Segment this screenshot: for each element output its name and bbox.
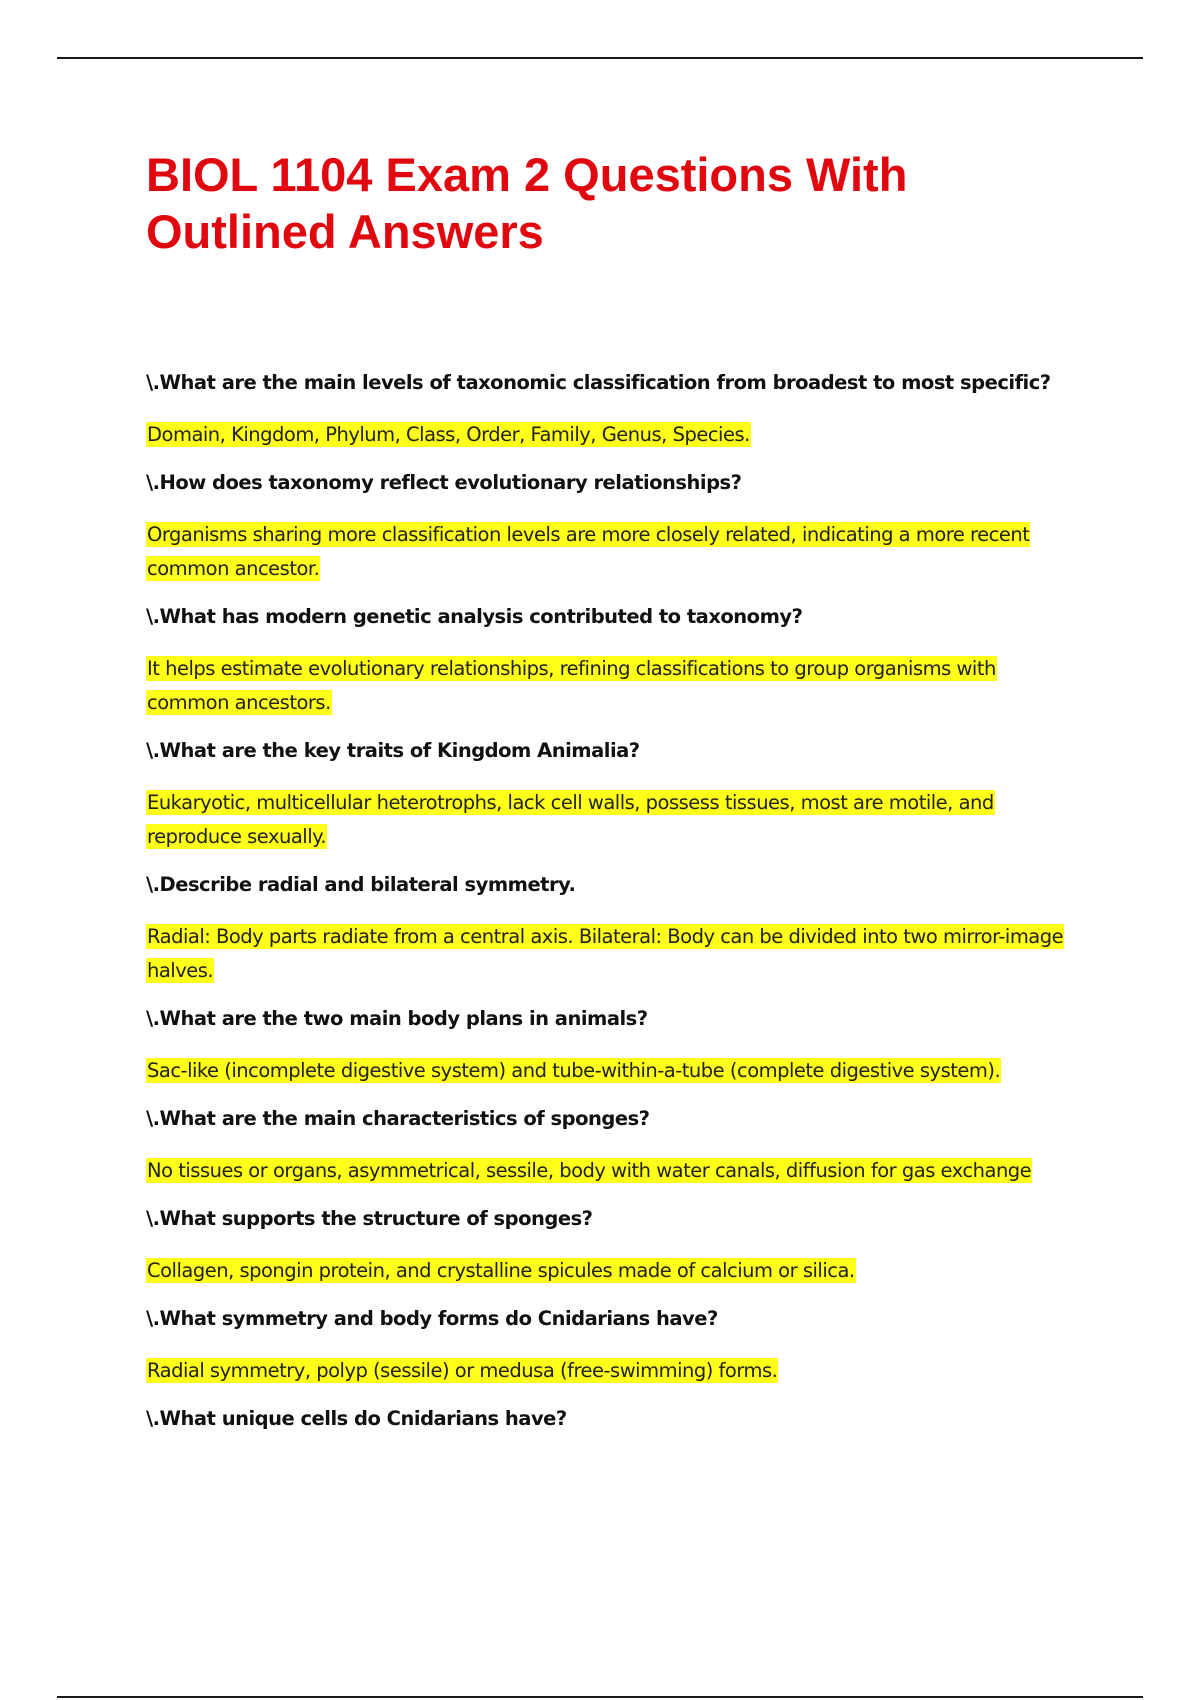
question-text: \.What supports the structure of sponges?: [146, 1207, 593, 1230]
question-text: \.What has modern genetic analysis contributed to taxonomy?: [146, 605, 803, 628]
footer-rule: [57, 1696, 1143, 1698]
answer-highlight: It helps estimate evolutionary relationships, refining classifications to group organisms with common ancestors.: [147, 657, 996, 714]
qa-item-8: [146, 1204, 1076, 1288]
question-text: \.What are the main levels of taxonomic classification from broadest to most specific?: [146, 371, 1051, 394]
answer-text: [146, 920, 1076, 988]
answer-highlight: No tissues or organs, asymmetrical, sessile, body with water canals, diffusion for gas exchange: [147, 1159, 1032, 1182]
answer-text: [146, 1354, 1076, 1388]
answer-text: [146, 1254, 1076, 1288]
question-text: \.What are the main characteristics of sponges?: [146, 1107, 650, 1130]
qa-list: [146, 368, 1076, 1454]
header-rule: [57, 57, 1143, 59]
answer-text: [146, 1054, 1076, 1088]
answer-highlight: Sac-like (incomplete digestive system) and tube-within-a-tube (complete digestive system).: [147, 1059, 1001, 1082]
qa-item-3: [146, 602, 1076, 720]
question-text: \.What unique cells do Cnidarians have?: [146, 1407, 567, 1430]
question-text: \.What are the two main body plans in animals?: [146, 1007, 648, 1030]
answer-text: [146, 786, 1076, 854]
answer-highlight: Domain, Kingdom, Phylum, Class, Order, Family, Genus, Species.: [147, 423, 750, 446]
qa-item-2: [146, 468, 1076, 586]
qa-item-9: [146, 1304, 1076, 1388]
question-text: \.What are the key traits of Kingdom Animalia?: [146, 739, 640, 762]
question-text: \.Describe radial and bilateral symmetry.: [146, 873, 576, 896]
qa-item-5: [146, 870, 1076, 988]
answer-text: [146, 1154, 1076, 1188]
answer-text: [146, 652, 1076, 720]
answer-text: [146, 518, 1076, 586]
answer-highlight: Radial: Body parts radiate from a central axis. Bilateral: Body can be divided into two mirror-image halves.: [147, 925, 1064, 982]
qa-item-1: [146, 368, 1076, 452]
qa-item-7: [146, 1104, 1076, 1188]
answer-highlight: Radial symmetry, polyp (sessile) or medusa (free-swimming) forms.: [147, 1359, 778, 1382]
question-text: \.What symmetry and body forms do Cnidarians have?: [146, 1307, 718, 1330]
qa-item-6: [146, 1004, 1076, 1088]
answer-highlight: Collagen, spongin protein, and crystalline spicules made of calcium or silica.: [147, 1259, 855, 1282]
document-title: BIOL 1104 Exam 2 Questions With Outlined Answers: [146, 148, 908, 258]
answer-highlight: Organisms sharing more classification levels are more closely related, indicating a more recent common ancestor.: [147, 523, 1030, 580]
question-text: \.How does taxonomy reflect evolutionary relationships?: [146, 471, 742, 494]
qa-item-10: [146, 1404, 1076, 1434]
answer-text: [146, 418, 1076, 452]
answer-highlight: Eukaryotic, multicellular heterotrophs, lack cell walls, possess tissues, most are motile, and reproduce sexually.: [147, 791, 994, 848]
qa-item-4: [146, 736, 1076, 854]
